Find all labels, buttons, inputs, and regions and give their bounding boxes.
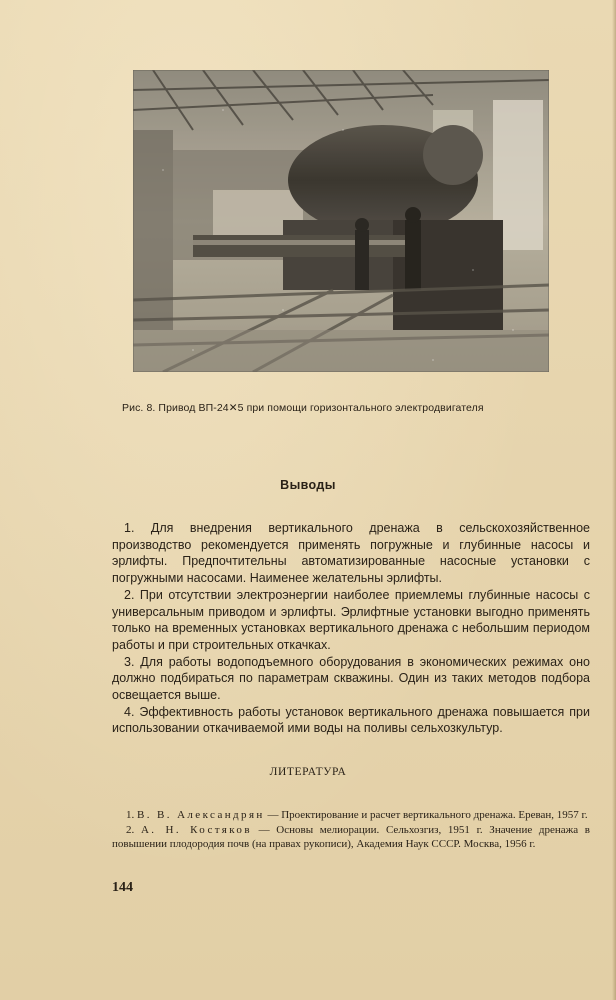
reference-text: — Основы мелиорации. Сельхозгиз, 1951 г. Значение дренажа в повышении плодородия почв (на правах рукописи), Академия Наук СССР. Москва, 1956 г. bbox=[112, 823, 590, 850]
page-number: 144 bbox=[112, 880, 133, 895]
reference-number: 1. bbox=[126, 809, 135, 821]
reference-author: А. Н. Костяков bbox=[140, 823, 252, 836]
reference-item bbox=[112, 808, 590, 823]
references-list bbox=[112, 808, 590, 852]
reference-number: 2. bbox=[126, 823, 135, 836]
paragraph: 3. Для работы водоподъемного оборудования в экономических режимах оно должно подбираться по параметрам скважины. Один из таких методов подбора освещается выше. bbox=[112, 654, 590, 703]
paragraph: 1. Для внедрения вертикального дренажа в сельскохозяйственное производство рекомендуется применять погружные и глубинные насосы и эрлифты. Предпочтительны автоматизированные насосные установки с погружными насосами. Наименее желательны эрлифты. bbox=[112, 521, 590, 586]
figure-caption: Рис. 8. Привод ВП-24✕5 при помощи горизонтального электродвигателя bbox=[122, 402, 484, 414]
reference-text: — Проектирование и расчет вертикального дренажа. Ереван, 1957 г. bbox=[264, 809, 588, 821]
paragraph: 4. Эффективность работы установок вертикального дренажа повышается при использовании откачиваемой ими воды на поливы сельхозкультур. bbox=[112, 704, 590, 736]
page-edge-shadow bbox=[612, 0, 616, 1000]
section-title: Выводы bbox=[280, 478, 336, 492]
reference-item bbox=[112, 823, 590, 852]
reference-author: В. В. Александрян bbox=[137, 809, 265, 821]
literature-title: ЛИТЕРАТУРА bbox=[269, 766, 347, 778]
conclusions-text bbox=[112, 520, 590, 737]
paragraph: 2. При отсутствии электроэнергии наиболее приемлемы глубинные насосы с универсальным приводом и эрлифты. Эрлифтные установки выгодно применять только на временных установках вертикального дренажа с небольшим периодом работы и при строительных откачках. bbox=[112, 587, 590, 652]
figure-photo bbox=[133, 70, 549, 372]
